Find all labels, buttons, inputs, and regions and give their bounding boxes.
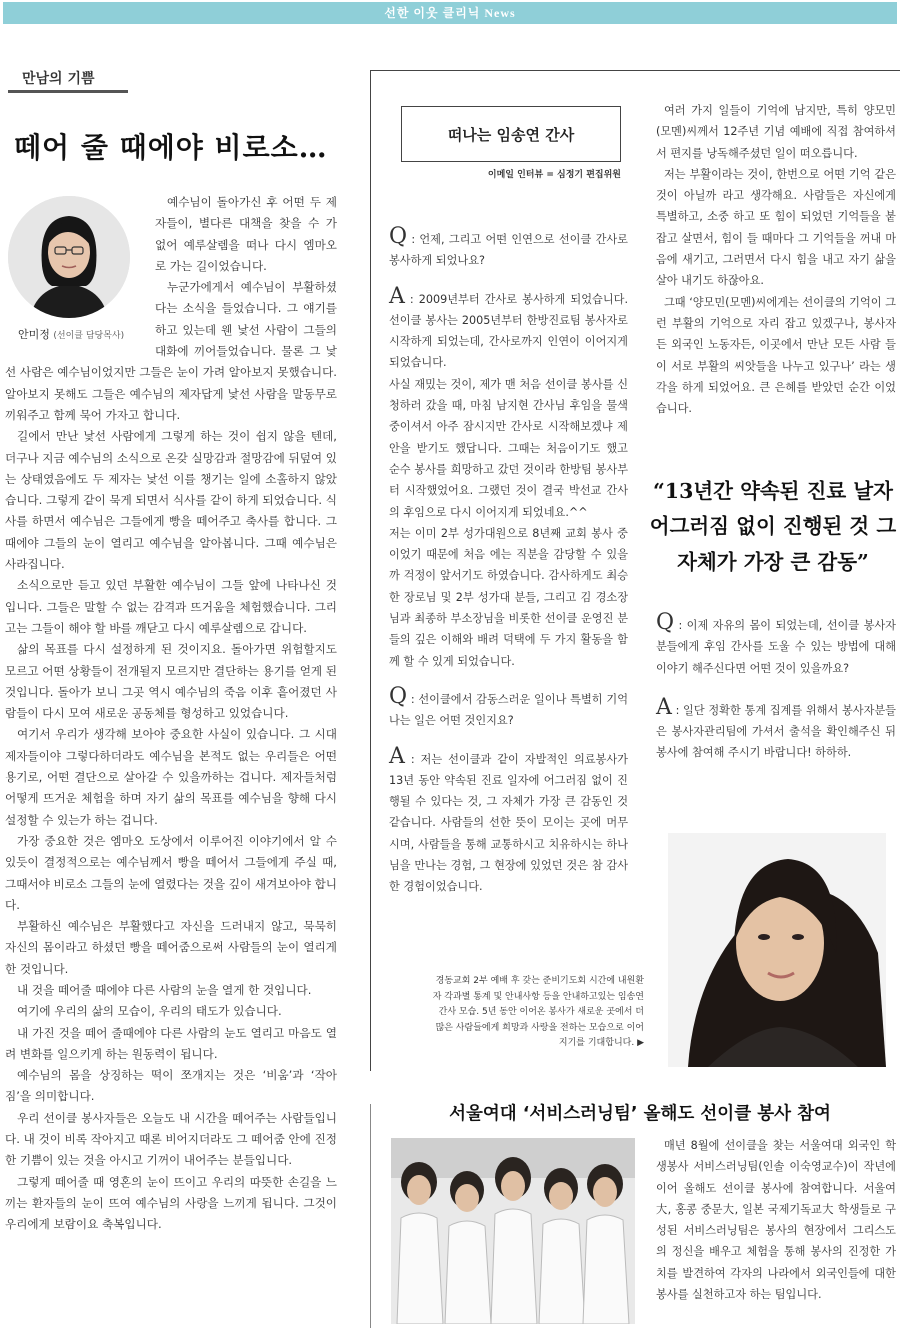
service-team-photo [391,1138,635,1324]
paragraph: 삶의 목표를 다시 설정하게 된 것이지요. 돌아가면 위험할지도 모르고 어떤 상황들이 전개될지 모르지만 결단하는 용기를 얻게 된 것입니다. 돌아가 보니 그곳 역시 예수님의 죽음 이후 흩어졌던 사람들이 다시 모여 새로운 공동체를 형성하고 있었습니다. [5,642,337,721]
article3-headline: 서울여대 ‘서비스러닝팀’ 올해도 선이클 봉사 참여 [449,1104,831,1124]
article3-body [656,1135,896,1305]
section-label: 만남의 기쁨 [22,71,95,87]
paragraph: 가장 중요한 것은 엠마오 도상에서 이루어진 이야기에서 알 수 있듯이 결정적으로는 예수님께서 빵을 떼어서 그들에게 주실 때, 그때서야 비로소 그들의 눈에 열렸다는 것을 깊이 새겨보아야 합니다. [5,833,337,912]
q-mark: Q [389,683,408,709]
author-name: 안미정 [18,328,50,341]
answer-1: A : 2009년부터 간사로 봉사하게 되었습니다. 선이클 봉사는 2005년부터 한방진료팀 봉사자로 시작하게 되었는데, 간사로까지 인연이 이어지게 되었습니다. [389,283,628,370]
paragraph: 저는 부활이라는 것이, 한번으로 어떤 기억 같은 것이 아닐까 라고 생각해요. 사람들은 자신에게 특별하고, 소중 하고 또 힘이 되었던 기억들을 붙잡고 살면서, 힘이 들 때마다 그 기억들을 꺼내 마음에 새기고, 그러면서 다시 힘을 내고 자기 삶을 살아 내기도 하잖아요. [656,167,896,288]
paragraph: 내 가진 것을 떼어 줄때에야 다른 사람의 눈도 열리고 마음도 열려 변화를 일으키게 하는 원동력이 됩니다. [5,1025,337,1061]
paragraph: 예수님의 몸을 상징하는 떡이 쪼개지는 것은 ‘비움’과 ‘작아짐’을 의미합니다. [5,1068,337,1104]
answer-3: A : 일단 정확한 통계 집계를 위해서 봉사자분들은 봉사자관리팀에 가셔서 출석을 확인해주신 뒤 봉사에 참여해 주시기 바랍니다! 하하하. [656,694,896,760]
interview-column-2 [656,100,896,419]
paragraph: 부활하신 예수님은 부활했다고 자신을 드러내지 않고, 묵묵히 자신의 몸이라고 하셨던 빵을 떼어줌으로써 사람들의 눈이 열리게 한 것입니다. [5,919,337,976]
interview-photo-caption: 경동교회 2부 예배 후 갖는 준비기도회 시간에 내원환자 각과별 통계 및 안내사항 등을 안내하고있는 임송연 간사 모습. 5년 동안 이어온 봉사가 새로운 곳에서 더 많은 사람들에게 희망과 사랑을 전하는 모습으로 이어지기를 기대합니다. ▶ [432,976,644,1049]
section-rule [8,90,128,93]
paragraph: 예수님이 돌아가신 후 어떤 두 제자들이, 별다른 대책을 찾을 수 가 없어 예루살렘을 떠나 다시 엠마오로 가는 길이었습니다. [155,195,337,273]
paragraph: 길에서 만난 낯선 사람에게 그렇게 하는 것이 쉽지 않을 텐데, 더구나 지금 예수님의 소식으로 온갖 실망감과 절망감에 뒤덮여 있는 상태였음에도 두 제자는 낯선 이를 챙기는 일에 소홀하지 않았습니다. 그렇게 같이 묵게 되면서 식사를 같이 하게 되었습니다. 식사를 하면서 예수님은 그들에게 빵을 떼어주고 축사를 합니다. 그때에야 그들의 눈이 열리고 예수님을 알아봅니다. 그때 예수님은 사라집니다. [5,429,337,572]
paragraph: 사실 재밌는 것이, 제가 맨 처음 선이클 봉사를 신청하러 갔을 때, 마침 남지현 간사님 후임을 물색 중이셔서 아주 잠시지만 간사로 시작해보겠냐 제안을 받기도 했답니다. 그때는 처음이기도 했고 순수 봉사를 희망하고 갔던 것이라 한방팀 봉사부터 시작했었어요. 그랬던 것이 결국 박선교 간사 의 후임으로 다시 이어지게 되었네요.^^ [389,377,628,519]
article1-headline: 떼어 줄 때에야 비로소… [14,131,328,164]
paragraph: 그렇게 떼어줄 때 영혼의 눈이 뜨이고 우리의 따뜻한 손길을 느끼는 환자들의 눈이 뜨여 예수님의 사랑을 느끼게 됩니다. 그것이 우리에게 보람이요 축복입니다. [5,1174,337,1232]
paragraph: 내 것을 떼어줄 때에야 다른 사람의 눈을 열게 한 것입니다. [17,982,312,997]
article1-body [5,192,337,1322]
author-role: (선이클 담당목사) [53,331,125,341]
a-mark: A [389,283,405,309]
paragraph: 소식으로만 듣고 있던 부활한 예수님이 그들 앞에 나타나신 것입니다. 그들은 말할 수 없는 감격과 뜨거움을 체험했습니다. 그리고는 그들이 해야 할 바를 깨닫고 다시 예루살렘으로 갑니다. [5,578,337,635]
paragraph: 누군가에게서 예수님이 부활하셨다는 소식을 들었습니다. 그 얘기를 하고 있는데 웬 낯선 사람이 그들의 대화에 끼어들었습니다. 물론 그 낯선 사람은 예수님이었지만 그들은 눈이 가려 알아보지 못했습니다. 알아보지 못해도 그들은 예수님의 제자답게 낯선 사람을 말동무로 끼워주고 함께 묵어 가자고 합니다. [5,280,337,422]
a-mark: A [389,743,405,769]
question-3: Q : 이제 자유의 몸이 되었는데, 선이클 봉사자분들에게 후임 간사를 도울 수 있는 방법에 대해 이야기 해주신다면 어떤 것이 있을까요? [656,610,896,675]
q-mark: Q [389,224,408,249]
interview-byline: 이메일 인터뷰 = 심정기 편집위원 [487,170,621,180]
caption-arrow-icon: ▶ [637,1038,644,1049]
paragraph: 여러 가지 일들이 기억에 남지만, 특히 양모민(모멘)씨께서 12주년 기념 예배에 직접 참여하셔서 편지를 낭독해주셨던 일이 떠오릅니다. [656,104,896,160]
answer-2: A : 저는 선이클과 같이 자발적인 의료봉사가 13년 동안 약속된 진료 일자에 어그러짐 없이 진행될 수 있다는 것, 그 자체가 가장 큰 감동인 것 같습니다. 사람들의 선한 뜻이 모이는 곳에 머무시며, 사람들을 통해 교통하시고 치유하시는 하나님을 만나는 경험, 그 현장에 있었던 것은 참 감사한 경험이었습니다. [389,743,628,894]
interview-column-1 [389,226,628,898]
paragraph: 그때 ‘양모민(모멘)씨에게는 선이클의 기억이 그런 부활의 기억으로 자리 잡고 있겠구나, 봉사자든 외국인 노동자든, 이곳에서 만난 모든 사람 들이 서로 부활의 씨앗들을 나누고 있구나’ 라는 생각을 하게 되었어요. 큰 은혜를 받았던 순간 이었습니다. [656,295,896,416]
interviewee-photo [668,833,886,1067]
a-mark: A [656,694,672,720]
question-1: Q : 언제, 그리고 어떤 인연으로 선이클 간사로 봉사하게 되었나요? [389,224,628,268]
interview-title: 떠나는 임송연 간사 [447,126,575,144]
question-2: Q : 선이클에서 감동스러운 일이나 특별히 기억나는 일은 어떤 것인지요? [389,683,628,728]
column-divider [370,1104,371,1328]
paragraph: 여기에 우리의 삶의 모습이, 우리의 태도가 있습니다. [17,1004,282,1019]
paragraph: 매년 8월에 선이클을 찾는 서울여대 외국인 학생봉사 서비스러닝팀(인솔 이숙영교수)이 작년에 이어 올해도 선이클 봉사에 참여합니다. 서울여大, 홍콩 중문大, 일본 국제기독교大 학생들로 구성된 서비스러닝팀은 봉사의 현장에서 그리스도의 정신을 배우고 체험을 통해 봉사의 진정한 가치를 발견하여 각자의 나라에서 외국인들에 대한 봉사를 실천하고자 하는 팀입니다. [656,1139,896,1302]
paragraph: 우리 선이클 봉사자들은 오늘도 내 시간을 떼어주는 사람들입니다. 내 것이 비록 작아지고 때론 비어지더라도 그 떼어줌 안에 진정한 기쁨이 있는 것을 아시고 기꺼이 내어주는 분들입니다. [5,1110,337,1168]
paragraph: 저는 이미 2부 성가대원으로 8년째 교회 봉사 중이었기 때문에 처음 에는 직분을 감당할 수 있을까 걱정이 앞서기도 하였습니다. 감사하게도 최승한 장로님 및 2부 성가대 분들, 그리고 김 경소장 님과 최종하 부소장님을 비롯한 선이클 운영진 분들의 깊은 이해와 배려 덕택에 두 가지 활동을 함께 할 수 있게 되었습니다. [389,526,628,668]
paragraph: 여기서 우리가 생각해 보아야 중요한 사실이 있습니다. 그 시대 제자들이야 그렇다하더라도 예수님을 본적도 없는 우리들은 어떤 용기로, 어떤 결단으로 살아갈 수 있을까하는 겁니다. 제자들처럼 어떻게 뜨거운 체험을 하며 자기 삶의 목표를 예수님을 향해 다시 설정할 수 있는가 하는 겁니다. [5,727,337,827]
interview-column-2-lower [656,612,896,764]
header-title: 선한 이웃 클리닉 News [384,6,516,20]
pull-quote: “13년간 약속된 진료 날자 어그러짐 없이 진행된 것 그 자체가 가장 큰 감동” [649,479,897,574]
header-bar [3,2,897,24]
q-mark: Q [656,610,675,635]
